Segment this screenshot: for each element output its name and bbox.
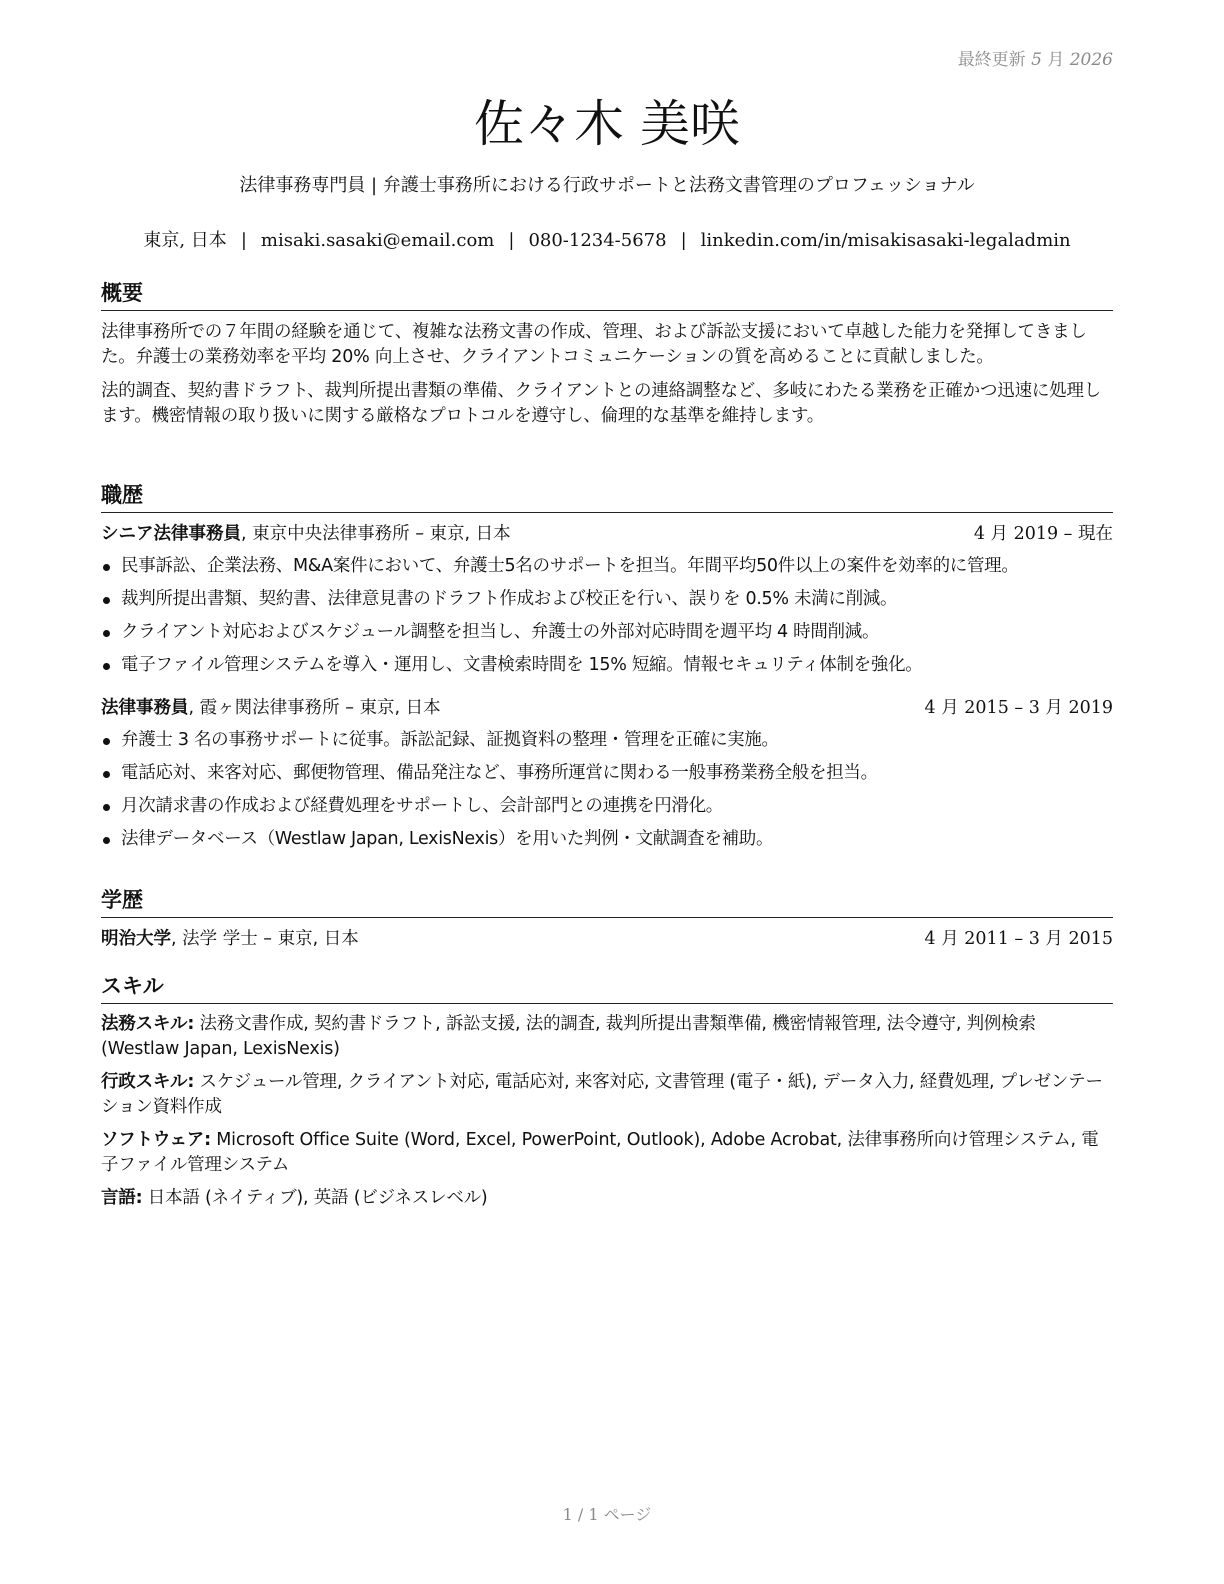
school-name: 明治大学 xyxy=(101,929,171,949)
candidate-name: 佐々木 美咲 xyxy=(474,95,740,153)
skill-label: 法務スキル: xyxy=(101,1014,195,1034)
skill-row xyxy=(101,1186,1113,1211)
contact-line xyxy=(101,226,1113,252)
list-item: 法律データベース（Westlaw Japan, LexisNexis）を用いた判例・文献調査を補助。 xyxy=(101,823,1113,856)
degree-detail: , 法学 学士 – 東京, 日本 xyxy=(171,929,359,949)
skill-value: 法務文書作成, 契約書ドラフト, 訴訟支援, 法的調査, 裁判所提出書類準備, 機密情報管理, 法令遵守, 判例検索 (Westlaw Japan, LexisNexis) xyxy=(101,1014,1036,1059)
list-item: 裁判所提出書類、契約書、法律意見書のドラフト作成および校正を行い、誤りを 0.5% 未満に削減。 xyxy=(101,583,1113,616)
contact-phone[interactable]: 080-1234-5678 xyxy=(528,230,667,251)
list-item: 電話応対、来客対応、郵便物管理、備品発注など、事務所運営に関わる一般事務業務全般を担当。 xyxy=(101,757,1113,790)
summary-paragraph: 法律事務所での７年間の経験を通じて、複雑な法務文書の作成、管理、および訴訟支援において卓越した能力を発揮してきました。弁護士の業務効率を平均 20% 向上させ、クライアントコミュニケーションの質を高めることに貢献しました。 xyxy=(101,322,1087,367)
education-dates: 4 月 2011 – 3 月 2015 xyxy=(924,929,1113,949)
contact-linkedin[interactable]: linkedin.com/in/misakisasaki-legaladmin xyxy=(700,230,1071,251)
page-indicator: 1 / 1 ページ xyxy=(562,1505,652,1524)
education-entry xyxy=(101,927,1113,951)
job-role: シニア法律事務員 xyxy=(101,524,241,544)
contact-location: 東京, 日本 xyxy=(143,230,227,251)
skill-label: 言語: xyxy=(101,1188,143,1208)
summary-paragraph: 法的調査、契約書ドラフト、裁判所提出書類の準備、クライアントとの連絡調整など、多岐にわたる業務を正確かつ迅速に処理します。機密情報の取り扱いに関する厳格なプロトコルを遵守し、倫理的な基準を維持します。 xyxy=(101,381,1102,426)
section-title-skills: スキル xyxy=(101,970,1113,1004)
last-updated-label: 最終更新 xyxy=(957,50,1026,70)
job-entry xyxy=(101,522,1113,682)
education-section xyxy=(101,884,1113,951)
skill-row xyxy=(101,1012,1113,1062)
skill-value: スケジュール管理, クライアント対応, 電話応対, 来客対応, 文書管理 (電子・紙), データ入力, 経費処理, プレゼンテーション資料作成 xyxy=(101,1072,1103,1117)
list-item: 民事訴訟、企業法務、M&A案件において、弁護士5名のサポートを担当。年間平均50件以上の案件を効率的に管理。 xyxy=(101,550,1113,583)
last-updated-month-unit: 月 xyxy=(1047,50,1065,70)
resume-page xyxy=(101,0,1113,1584)
skills-section xyxy=(101,970,1113,1211)
skill-label: 行政スキル: xyxy=(101,1072,195,1092)
job-bullets xyxy=(101,724,1113,856)
list-item: 弁護士 3 名の事務サポートに従事。訴訟記録、証拠資料の整理・管理を正確に実施。 xyxy=(101,724,1113,757)
tagline: 法律事務専門員 | 弁護士事務所における行政サポートと法務文書管理のプロフェッショナル xyxy=(239,175,975,196)
list-item: クライアント対応およびスケジュール調整を担当し、弁護士の外部対応時間を週平均 4 時間削減。 xyxy=(101,616,1113,649)
skill-value: Microsoft Office Suite (Word, Excel, PowerPoint, Outlook), Adobe Acrobat, 法律事務所向け管理システム, 電子ファイル管理システム xyxy=(101,1130,1099,1175)
job-role: 法律事務員 xyxy=(101,698,189,718)
section-title-summary: 概要 xyxy=(101,277,1113,311)
last-updated-year: 2026 xyxy=(1069,50,1113,70)
skill-row xyxy=(101,1128,1113,1178)
last-updated-month: 5 xyxy=(1031,50,1042,70)
skill-row xyxy=(101,1070,1113,1120)
contact-separator: | xyxy=(680,230,687,251)
section-title-education: 学歴 xyxy=(101,884,1113,918)
experience-section xyxy=(101,479,1113,856)
section-title-experience: 職歴 xyxy=(101,479,1113,513)
skill-value: 日本語 (ネイティブ), 英語 (ビジネスレベル) xyxy=(142,1188,488,1208)
job-dates: 4 月 2019 – 現在 xyxy=(973,524,1113,544)
last-updated xyxy=(958,45,1113,70)
job-entry xyxy=(101,696,1113,856)
skill-label: ソフトウェア: xyxy=(101,1130,211,1150)
contact-separator: | xyxy=(240,230,247,251)
list-item: 電子ファイル管理システムを導入・運用し、文書検索時間を 15% 短縮。情報セキュリティ体制を強化。 xyxy=(101,649,1113,682)
job-dates: 4 月 2015 – 3 月 2019 xyxy=(924,698,1113,718)
job-header xyxy=(101,522,1113,546)
list-item: 月次請求書の作成および経費処理をサポートし、会計部門との連携を円滑化。 xyxy=(101,790,1113,823)
job-header xyxy=(101,696,1113,720)
job-org: , 東京中央法律事務所 – 東京, 日本 xyxy=(241,524,511,544)
job-org: , 霞ヶ関法律事務所 – 東京, 日本 xyxy=(188,698,441,718)
contact-separator: | xyxy=(508,230,515,251)
contact-email[interactable]: misaki.sasaki@email.com xyxy=(260,230,495,251)
summary-section xyxy=(101,277,1113,429)
job-bullets xyxy=(101,550,1113,682)
